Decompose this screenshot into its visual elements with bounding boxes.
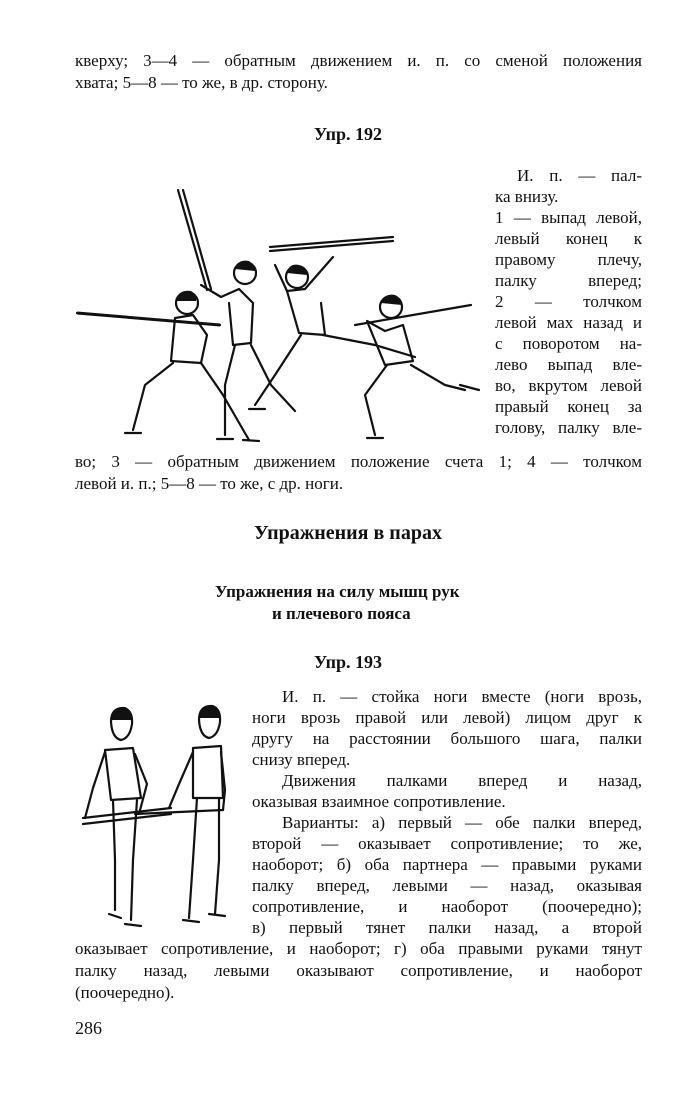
ex193-side-line-3: другу на расстоянии большого шага, палки <box>252 729 642 748</box>
ex193-full-line-3: (поочередно). <box>75 983 175 1002</box>
ex193-side-line-5: Движения палками вперед и назад, <box>282 771 642 790</box>
ex192-full-line-2: левой и. п.; 5—8 — то же, с др. ноги. <box>75 474 344 493</box>
ex193-title: Упр. 193 <box>313 652 383 672</box>
ex192-side-line-11: во, вкрутом левой <box>495 376 642 395</box>
page-number: 286 <box>75 1018 102 1038</box>
ex193-side-line-11: сопротивление, и наоборот (поочередно); <box>252 897 642 916</box>
ex192-side-line-1: И. п. — пал- <box>517 166 642 185</box>
ex192-side-line-8: левой мах назад и <box>495 313 642 332</box>
ex192-figure-2 <box>178 190 295 439</box>
ex193-figure-right <box>169 705 225 922</box>
ex192-side-line-6: палку вперед; <box>495 271 642 290</box>
ex192-full-line-1: во; 3 — обратным движением положение счета 1; 4 — толчком <box>75 452 642 471</box>
ex192-figure-1 <box>77 291 259 441</box>
ex192-side-text <box>495 165 642 438</box>
ex192-side-line-5: правому плечу, <box>495 250 642 269</box>
ex192-figure-4 <box>355 295 479 438</box>
ex193-full-line-1: оказывает сопротивление, и наоборот; г) оба правыми руками тянут <box>75 939 642 958</box>
ex192-side-line-13: голову, палку вле- <box>495 418 642 437</box>
ex192-side-line-9: с поворотом на- <box>495 334 642 353</box>
ex193-side-line-12: в) первый тянет палки назад, а второй <box>252 918 642 937</box>
ex193-full-line-2: палку назад, левыми оказывают сопротивление, и наоборот <box>75 961 642 980</box>
ex193-side-line-6: оказывая взаимное сопротивление. <box>252 792 506 811</box>
ex193-side-line-4: снизу вперед. <box>252 750 351 769</box>
ex192-side-line-12: правый конец за <box>495 397 642 416</box>
ex192-side-line-7: 2 — толчком <box>495 292 642 311</box>
ex193-side-line-7: Варианты: а) первый — обе палки вперед, <box>282 813 642 832</box>
ex193-side-line-8: второй — оказывает сопротивление; то же, <box>252 834 642 853</box>
ex193-side-line-2: ноги врозь правой или левой) лицом друг к <box>252 708 642 727</box>
ex193-side-line-10: палку вперед, левыми — назад, оказывая <box>252 876 642 895</box>
intro-line-2: хвата; 5—8 — то же, в др. сторону. <box>75 73 328 92</box>
ex192-side-line-2: ка внизу. <box>495 187 559 206</box>
intro-line-1: кверху; 3—4 — обратным движением и. п. со сменой положения <box>75 51 642 70</box>
ex192-illustration <box>75 185 485 445</box>
ex193-side-line-1: И. п. — стойка ноги вместе (ноги врозь, <box>282 687 642 706</box>
ex192-figure-3 <box>249 237 415 409</box>
ex192-side-line-3: 1 — выпад левой, <box>495 208 642 227</box>
ex193-side-line-9: наоборот; б) оба партнера — правыми руками <box>252 855 642 874</box>
ex193-illustration <box>75 700 235 935</box>
section-title: Упражнения в парах <box>254 522 442 544</box>
ex192-side-line-10: лево выпад вле- <box>495 355 642 374</box>
subsection-title-line-2: и плечевого пояса <box>272 604 411 623</box>
subsection-title-line-1: Упражнения на силу мышц рук <box>215 582 460 601</box>
ex193-poles <box>83 808 223 824</box>
ex192-title: Упр. 192 <box>313 124 383 144</box>
ex192-side-line-4: левый конец к <box>495 229 642 248</box>
ex193-side-text <box>252 686 642 938</box>
